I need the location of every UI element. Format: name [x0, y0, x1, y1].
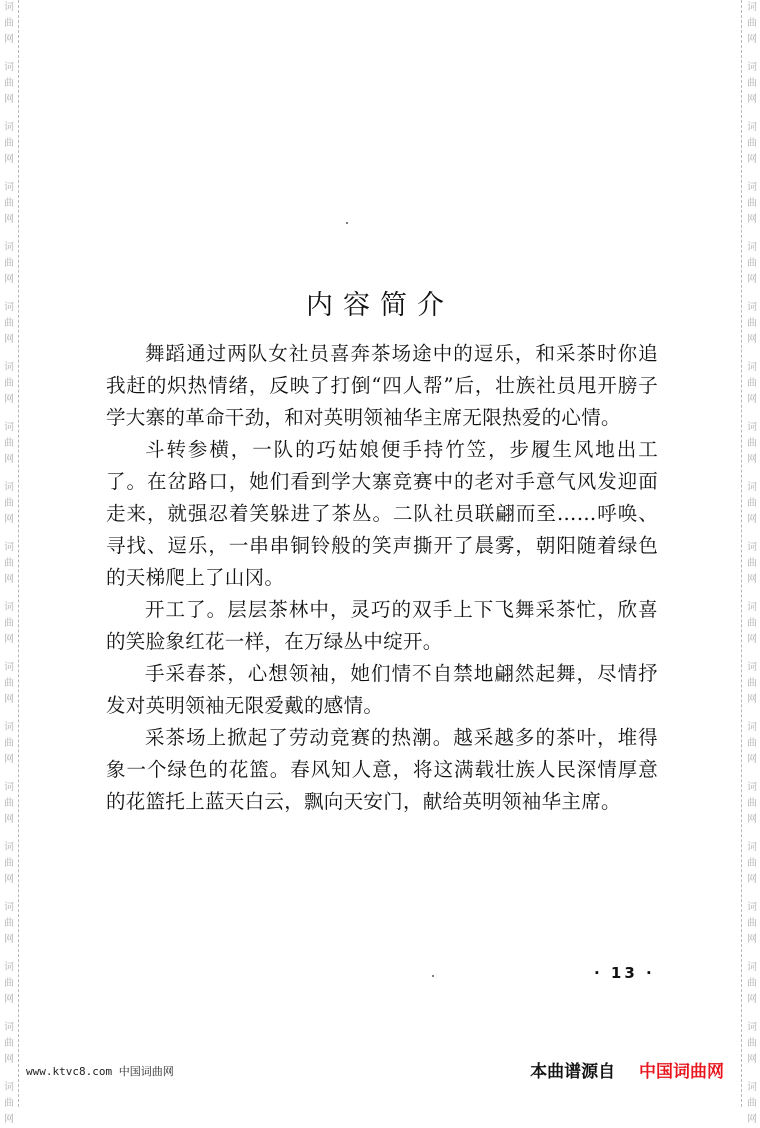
watermark-char: 词: [747, 902, 757, 913]
watermark-char: 网: [4, 394, 14, 405]
watermark-char: 曲: [4, 978, 14, 989]
watermark-char: 曲: [747, 738, 757, 749]
watermark-char: 词: [4, 62, 14, 73]
watermark-group: [745, 540, 759, 588]
watermark-group: [2, 780, 16, 828]
watermark-char: 词: [4, 962, 14, 973]
watermark-char: 网: [4, 34, 14, 45]
watermark-char: 曲: [4, 678, 14, 689]
footer-source-label: 本曲谱源自: [530, 1062, 616, 1082]
watermark-group: [745, 120, 759, 168]
watermark-char: 词: [747, 1022, 757, 1033]
watermark-group: [2, 60, 16, 108]
watermark-group: [2, 1080, 16, 1128]
watermark-char: 词: [747, 962, 757, 973]
watermark-char: 曲: [747, 918, 757, 929]
watermark-char: 词: [4, 362, 14, 373]
watermark-char: 网: [747, 214, 757, 225]
watermark-char: 词: [747, 782, 757, 793]
watermark-char: 网: [4, 274, 14, 285]
footer-brand-link[interactable]: 中国词曲网: [639, 1062, 724, 1082]
watermark-group: [745, 1080, 759, 1128]
watermark-char: 曲: [747, 858, 757, 869]
watermark-char: 网: [747, 454, 757, 465]
watermark-char: 网: [4, 874, 14, 885]
watermark-char: 词: [747, 62, 757, 73]
intro-text: [106, 338, 658, 818]
watermark-char: 曲: [747, 678, 757, 689]
paragraph: 采茶场上掀起了劳动竞赛的热潮。越采越多的茶叶，堆得象一个绿色的花篮。春风知人意，将这满载壮族人民深情厚意的花篮托上蓝天白云，飘向天安门，献给英明领袖华主席。: [106, 726, 658, 813]
watermark-char: 词: [747, 2, 757, 13]
watermark-group: [2, 0, 16, 48]
watermark-char: 词: [747, 182, 757, 193]
watermark-char: 网: [4, 754, 14, 765]
watermark-char: 词: [747, 122, 757, 133]
watermark-group: [2, 480, 16, 528]
watermark-char: 曲: [4, 258, 14, 269]
watermark-char: 曲: [4, 1098, 14, 1109]
watermark-group: [2, 180, 16, 228]
watermark-char: 词: [4, 122, 14, 133]
watermark-char: 曲: [747, 558, 757, 569]
watermark-char: 词: [4, 602, 14, 613]
paragraph: 手采春茶，心想领袖，她们情不自禁地翩然起舞，尽情抒发对英明领袖无限爱戴的感情。: [106, 662, 658, 717]
watermark-char: 曲: [4, 198, 14, 209]
watermark-char: 网: [747, 934, 757, 945]
watermark-group: [2, 900, 16, 948]
watermark-group: [745, 960, 759, 1008]
watermark-char: 词: [4, 242, 14, 253]
watermark-group: [745, 660, 759, 708]
watermark-char: 网: [747, 274, 757, 285]
watermark-char: 曲: [4, 738, 14, 749]
watermark-char: 网: [4, 634, 14, 645]
scan-speck: [432, 975, 434, 977]
watermark-char: 网: [747, 754, 757, 765]
watermark-char: 词: [747, 242, 757, 253]
watermark-char: 网: [4, 1114, 14, 1125]
watermark-char: 词: [4, 542, 14, 553]
watermark-char: 网: [4, 574, 14, 585]
watermark-char: 曲: [747, 318, 757, 329]
watermark-char: 网: [747, 694, 757, 705]
watermark-char: 网: [747, 1054, 757, 1065]
watermark-group: [2, 540, 16, 588]
watermark-char: 网: [4, 334, 14, 345]
watermark-char: 词: [747, 602, 757, 613]
watermark-group: [745, 900, 759, 948]
paragraph: 斗转参横，一队的巧姑娘便手持竹笠，步履生风地出工了。在岔路口，她们看到学大寨竞赛中的老对手意气风发迎面走来，就强忍着笑躲进了茶丛。二队社员联翩而至……呼唤、寻找、逗乐，一串串铜铃般的笑声撕开了晨雾，朝阳随着绿色的天梯爬上了山冈。: [106, 438, 658, 589]
watermark-group: [2, 660, 16, 708]
watermark-char: 词: [4, 902, 14, 913]
footer-source: [530, 1057, 724, 1082]
watermark-char: 曲: [4, 498, 14, 509]
watermark-char: 词: [747, 722, 757, 733]
watermark-char: 词: [4, 422, 14, 433]
watermark-group: [745, 480, 759, 528]
watermark-group: [2, 360, 16, 408]
watermark-char: 曲: [747, 258, 757, 269]
watermark-char: 网: [4, 214, 14, 225]
watermark-char: 网: [4, 814, 14, 825]
watermark-group: [745, 780, 759, 828]
watermark-char: 曲: [747, 138, 757, 149]
watermark-char: 曲: [747, 798, 757, 809]
watermark-group: [2, 840, 16, 888]
watermark-group: [2, 1020, 16, 1068]
watermark-group: [745, 360, 759, 408]
watermark-char: 词: [4, 182, 14, 193]
watermark-char: 曲: [747, 978, 757, 989]
footer-url: www.ktvc8.com 中国词曲网: [26, 1065, 174, 1078]
watermark-char: 曲: [4, 18, 14, 29]
watermark-char: 网: [747, 154, 757, 165]
watermark-char: 词: [747, 362, 757, 373]
watermark-char: 网: [4, 934, 14, 945]
watermark-char: 网: [4, 994, 14, 1005]
watermark-group: [745, 0, 759, 48]
watermark-char: 网: [4, 454, 14, 465]
watermark-char: 网: [4, 154, 14, 165]
watermark-char: 曲: [747, 1098, 757, 1109]
watermark-char: 曲: [747, 78, 757, 89]
watermark-group: [745, 420, 759, 468]
watermark-char: 曲: [4, 858, 14, 869]
paragraph: 舞蹈通过两队女社员喜奔茶场途中的逗乐，和采茶时你追我赶的炽热情绪，反映了打倒“四人帮”后，壮族社员甩开膀子学大寨的革命干劲，和对英明领袖华主席无限热爱的心情。: [106, 342, 658, 429]
watermark-char: 曲: [4, 78, 14, 89]
watermark-group: [2, 720, 16, 768]
watermark-char: 词: [4, 1082, 14, 1093]
watermark-char: 曲: [4, 318, 14, 329]
watermark-group: [745, 1020, 759, 1068]
left-watermark-strip: [0, 0, 19, 1125]
watermark-char: 网: [4, 94, 14, 105]
watermark-char: 网: [747, 814, 757, 825]
watermark-char: 词: [4, 302, 14, 313]
watermark-char: 网: [747, 34, 757, 45]
watermark-char: 网: [4, 694, 14, 705]
watermark-char: 词: [747, 1082, 757, 1093]
watermark-char: 词: [4, 662, 14, 673]
page-title: 内容简介: [306, 290, 454, 322]
watermark-char: 词: [747, 482, 757, 493]
page-number: · 13 ·: [594, 964, 655, 982]
watermark-char: 曲: [4, 558, 14, 569]
watermark-group: [745, 180, 759, 228]
watermark-char: 曲: [747, 18, 757, 29]
watermark-char: 网: [747, 1114, 757, 1125]
watermark-group: [745, 840, 759, 888]
watermark-char: 词: [747, 542, 757, 553]
watermark-group: [745, 60, 759, 108]
watermark-char: 网: [747, 874, 757, 885]
watermark-group: [745, 720, 759, 768]
right-watermark-strip: [741, 0, 760, 1125]
watermark-char: 词: [747, 842, 757, 853]
watermark-char: 曲: [747, 198, 757, 209]
watermark-char: 网: [747, 574, 757, 585]
watermark-char: 曲: [747, 498, 757, 509]
scan-speck: [346, 222, 348, 224]
watermark-char: 词: [4, 722, 14, 733]
watermark-char: 网: [747, 634, 757, 645]
watermark-char: 网: [4, 1054, 14, 1065]
watermark-char: 曲: [4, 618, 14, 629]
watermark-char: 词: [4, 782, 14, 793]
watermark-group: [745, 240, 759, 288]
watermark-char: 词: [4, 482, 14, 493]
watermark-char: 曲: [4, 438, 14, 449]
watermark-char: 曲: [747, 618, 757, 629]
watermark-group: [745, 600, 759, 648]
watermark-char: 网: [4, 514, 14, 525]
watermark-char: 词: [747, 662, 757, 673]
watermark-char: 曲: [4, 918, 14, 929]
watermark-char: 词: [747, 302, 757, 313]
watermark-char: 网: [747, 394, 757, 405]
watermark-group: [2, 240, 16, 288]
watermark-group: [2, 120, 16, 168]
watermark-char: 词: [4, 2, 14, 13]
watermark-group: [2, 960, 16, 1008]
watermark-group: [2, 420, 16, 468]
watermark-char: 曲: [4, 138, 14, 149]
watermark-char: 网: [747, 994, 757, 1005]
watermark-char: 曲: [4, 378, 14, 389]
watermark-char: 曲: [747, 378, 757, 389]
watermark-char: 曲: [4, 798, 14, 809]
watermark-char: 网: [747, 94, 757, 105]
watermark-char: 词: [747, 422, 757, 433]
watermark-group: [2, 600, 16, 648]
watermark-char: 曲: [747, 438, 757, 449]
watermark-char: 曲: [747, 1038, 757, 1049]
watermark-char: 词: [4, 1022, 14, 1033]
paragraph: 开工了。层层茶林中，灵巧的双手上下飞舞采茶忙，欣喜的笑脸象红花一样，在万绿丛中绽开。: [106, 598, 658, 653]
watermark-char: 网: [747, 334, 757, 345]
watermark-char: 网: [747, 514, 757, 525]
watermark-char: 词: [4, 842, 14, 853]
watermark-char: 曲: [4, 1038, 14, 1049]
